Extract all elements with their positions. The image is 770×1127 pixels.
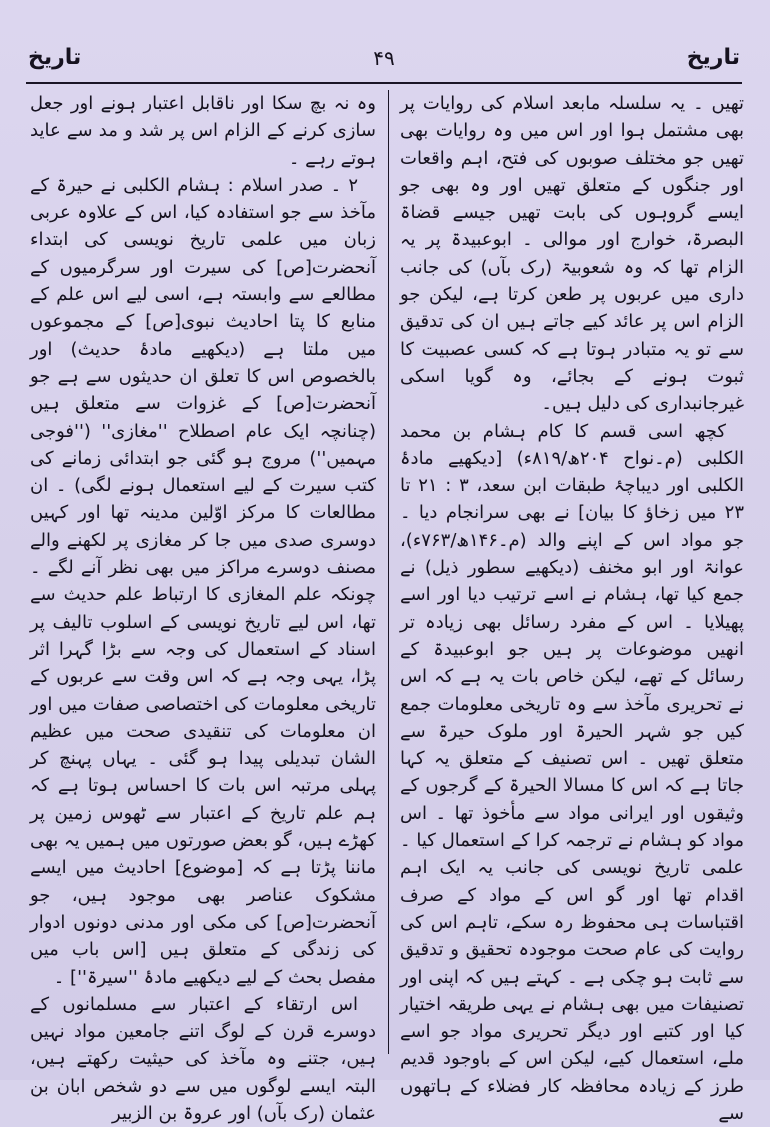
header-rule <box>26 82 742 84</box>
paragraph: وہ نہ بچ سکا اور ناقابل اعتبار ہونے اور جعل سازی کرنے کے الزام اس پر شد و مد سے عاید ہوتے رہے ۔ <box>30 93 376 169</box>
paragraph: اس ارتقاء کے اعتبار سے مسلمانوں کے دوسرے قرن کے لوگ اتنے جامعین مواد نہیں ہیں، جتنے وہ مآخذ کی حیثیت رکھتے ہیں، البتہ ایسے لوگوں میں سے دو شخص ابان بن عثمان (رک بآں) اور عروۃ بن الزبیر <box>30 993 376 1124</box>
running-head-left: تاریخ <box>28 45 82 70</box>
page-header <box>28 38 740 78</box>
running-head-right: تاریخ <box>686 45 740 70</box>
paragraph: ۲ ۔ صدر اسلام : ہشام الکلبی نے حیرۃ کے مآخذ سے جو استفادہ کیا، اس کے علاوہ عربی زبان میں علمی تاریخ نویسی کی ابتداء آنحضرت[ص] کی سیرت اور سرگرمیوں کے مطالعے سے وابستہ ہے، اسی لیے اس علم کے منابع کا پتا احادیث نبوی[ص] کے مجموعوں میں ملتا ہے (دیکھیے مادۂ حدیث) اور بالخصوص اس کا تعلق ان حدیثوں سے ہے جو آنحضرت[ص] کے غزوات سے متعلق ہیں (چنانچہ ایک عام اصطلاح ''مغازی'' (''فوجی مہمیں'') مروج ہو گئی جو ابتدائی زمانے کی کتب سیرت کے لیے استعمال ہونے لگی) ۔ ان مطالعات کا مرکز اوّلین مدینہ تھا اور کہیں دوسری صدی میں جا کر مغازی پر لکھنے والے مصنف دوسرے مراکز میں بھی نظر آنے لگے ۔ چونکہ علم المغازی کا ارتباط علم حدیث سے تھا، اس لیے تاریخ نویسی کے اسلوب تالیف پر اسناد کے استعمال کی وجہ سے بڑا گہرا اثر پڑا، یہی وجہ ہے کہ اس وقت سے عربوں کے تاریخی معلومات کی اختصاصی صفات میں اور ان معلومات کی تنقیدی صحت میں عظیم الشان تبدیلی پیدا ہو گئی ۔ یہاں پہنچ کر پہلی مرتبہ اس بات کا احساس ہوتا ہے کہ ہم علم تاریخ کے اعتبار سے ٹھوس زمین پر کھڑے ہیں، گو بعض صورتوں میں ہمیں یہ بھی ماننا پڑتا ہے کہ [موضوع] احادیث میں ایسے مشکوک عناصر بھی موجود ہیں، جو آنحضرت[ص] کی مکی اور مدنی دونوں ادوار کی زندگی کے متعلق ہیں [اس باب میں مفصل بحث کے لیے دیکھیے مادۂ ''سیرۃ''] ۔ <box>30 174 376 988</box>
page-number: ۴۹ <box>373 46 395 70</box>
paragraph: کچھ اسی قسم کا کام ہشام بن محمد الکلبی (م۔نواح ۲۰۴ھ/۸۱۹ء) [دیکھیے مادۂ الکلبی اور دیباچۂ طبقات ابن سعد، ۳ : ۲۱ تا ۲۳ میں زخاؤ کا بیان] نے بھی سرانجام دیا ۔ جو مواد اس کے اپنے والد (م۔۱۴۶ھ/۷۶۳ء)، عوانۃ اور ابو مخنف (دیکھیے سطور ذیل) نے جمع کیا تھا، ہشام نے اسے ترتیب دیا اور اسے پھیلایا ۔ اس کے مفرد رسائل بھی زیادہ تر انھیں موضوعات پر ہیں جو ابوعبیدۃ کے رسائل کے تھے، لیکن خاص بات یہ ہے کہ اس نے تحریری مآخذ سے وہ تاریخی معلومات جمع کیں جو شہر الحیرۃ اور ملوک حیرۃ سے متعلق تھیں ۔ اس تصنیف کے متعلق یہ کہا جاتا ہے کہ اس کا مسالا الحیرۃ کے گرجوں کے وثیقوں اور ایرانی مواد سے مأخوذ تھا ۔ اس مواد کو ہشام نے ترجمہ کرا کے استعمال کیا ۔ علمی تاریخ نویسی کی جانب یہ ایک اہم اقدام تھا اور گو اس کے مواد کے صرف اقتباسات ہی محفوظ رہ سکے، تاہم اس کی روایت کی عام صحت موجودہ تحقیق و تدقیق سے ثابت ہو چکی ہے ۔ کہتے ہیں کہ اپنی اور تصنیفات میں بھی ہشام نے یہی طریقہ اختیار کیا اور کتبے اور دیگر تحریری مواد جو اسے ملے، استعمال کیے، لیکن اس کے باوجود قدیم طرز کے زیادہ محافظہ کار فضلاء کے ہاتھوں سے <box>400 420 745 1124</box>
paragraph: تهیں ۔ یہ سلسلہ مابعد اسلام کی روایات پر بھی مشتمل ہوا اور اس میں وہ روایات بھی تھیں جو مختلف صوبوں کی فتح، اہم واقعات اور جنگوں کے متعلق تھیں اور وہ بھی جو ایسے گروہوں کی بابت تھیں جیسے قضاۃ البصرۃ، خوارج اور موالی ۔ ابوعبیدۃ پر یہ الزام تھا کہ وہ شعوبیۃ (رک بآں) کی جانب داری میں عربوں پر طعن کرتا ہے، لیکن جو الزام اس پر عائد کیے جاتے ہیں ان کی تدقیق سے تو یہ متبادر ہوتا ہے کہ کسی عصبیت کا ثبوت ہونے کے بجائے، وہ گویا اسکی غیرجانبداری کی دلیل ہیں۔ <box>400 93 744 415</box>
text-column-right <box>400 90 745 1124</box>
column-divider <box>388 90 389 1054</box>
text-column-left <box>30 90 376 1124</box>
